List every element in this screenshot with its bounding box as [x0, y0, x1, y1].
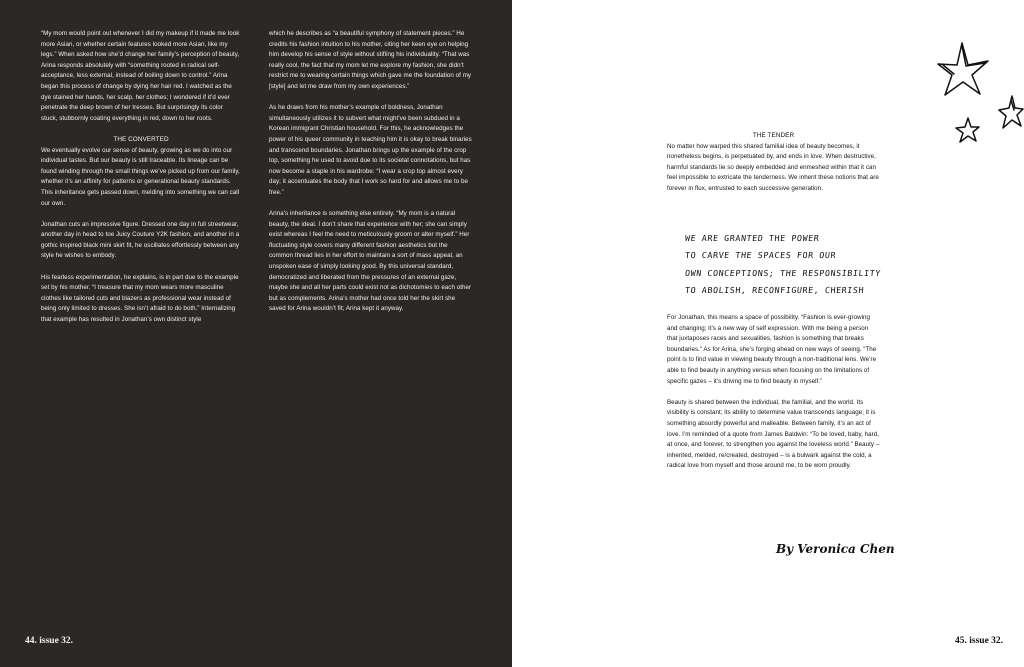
handwritten-line: WE ARE GRANTED THE POWER [684, 233, 820, 243]
paragraph: Beauty is shared between the individual, the familial, and the world. Its visibility is constant; its ability to determine value transcends language; it is something absurdly powerful and malleable. Between family, it’s an act of love. I’m reminded of a quote from James Baldwin: “To be loved, baby, hard, at once, and forever, to strengthen you against the loveless world.” Beauty – inherited, melded, re/created, destroyed – is a bulwark against the cold, a radical love from myself and those around me, to be worn proudly. [667, 398, 880, 470]
star-doodle-icon [938, 43, 988, 95]
handwritten-line: TO ABOLISH, RECONFIGURE, CHERISH [684, 285, 865, 296]
paragraph: For Jonathan, this means a space of possibility. “Fashion is ever-growing and changing; it’s a new way of self expression. With me being a person that juxtaposes races and sexualities, fashion is something that breaks boundaries.” As for Arina, she’s forging ahead on new ways of seeing. “The point is to find value in viewing beauty through a non-traditional lens. We’re able to find beauty in anything versus when focusing on the limitations of specific gazes – it’s driving me to find beauty in myself.” [667, 314, 877, 385]
paragraph: No matter how warped this shared familial idea of beauty becomes, it nonetheless begins, is perpetuated by, and ends in love. When destructive, harmful standards lie so deeply embedded and enmeshed within that it can feel impossible to extricate the tenderness. We inherit these notions that are forever in flux, entrusted to each successive generation. [667, 142, 879, 192]
author-byline: By Veronica Chen [776, 542, 895, 556]
handwritten-line: TO CARVE THE SPACES FOR OUR [684, 250, 837, 261]
paragraph: As he draws from his mother’s example of boldness, Jonathan simultaneously utilizes it to subvert what might’ve been subdued in a Korean immigrant Christian household. For this, he acknowledges the power of his queer community in teaching him it is okay to break binaries and transcend boundaries. Jonathan brings up the example of the crop top, something he used to avoid due to its societal connotations, but has now become a staple in his wardrobe: “I wear a crop top almost every day; it accentuates the body that I work so hard for and allows me to be free.” [269, 104, 472, 196]
left-column-1 [41, 29, 241, 336]
page-number-left: 44. issue 32. [25, 636, 74, 646]
right-column-intro [667, 131, 880, 205]
section-heading-converted: THE CONVERTED [113, 135, 169, 143]
star-doodle-icon [956, 118, 979, 142]
star-doodle-icon [999, 96, 1023, 128]
right-column-body [667, 313, 880, 483]
paragraph: Jonathan cuts an impressive figure. Dressed one day in full streetwear, another day in head to toe Juicy Couture Y2K fashion, and another in a gothic inspired black mini skirt fit, he oscillates effortlessly between any style he wishes to embody. [41, 220, 240, 260]
star-doodles [930, 38, 1024, 153]
handwritten-quote [685, 230, 900, 300]
page-number-right: 45. issue 32. [955, 636, 1004, 646]
paragraph: which he describes as “a beautiful symphony of statement pieces.” He credits his fashion intuition to his mother, citing her keen eye on helping him develop his sense of style without stifling his individuality. “That was really cool, the fact that my mom let me explore my fashion, she didn’t restrict me to wearing certain things which gave me the foundation of my [style] and let me draw from my own experiences.” [269, 30, 472, 90]
left-column-2 [269, 29, 472, 326]
section-heading-tender: THE TENDER [752, 132, 795, 139]
paragraph: Arina’s inheritance is something else entirely. “My mom is a natural beauty, the ideal. I don’t share that experience with her; she can simply exist whereas I feel the need to meticulously groom or alter myself.” Her fluctuating style covers many different fashion aesthetics but the common thread lies in her effort to maintain a sort of mass appeal, an unspoken ease of simply looking good. By this universal standard, democratized and liberated from the pressures of an external gaze, maybe she and all her parts could exist not as dichotomies to each other but as complements. Arina’s mother had once told her the skirt she saved for Arina wouldn’t fit; Arina kept it anyway. [269, 210, 472, 313]
paragraph: His fearless experimentation, he explains, is in part due to the example set by his mother. “I treasure that my mom wears more masculine clothes like tailored cuts and blazers as professional wear instead of being only limited to dresses. She isn’t afraid to do both.” Internalizing that example has resulted in Jonathan’s own distinct style [41, 273, 239, 324]
paragraph: We eventually evolve our sense of beauty, growing as we do into our individual tastes. But our beauty is still traceable. Its lineage can be found winding through the small things we’ve picked up from our family, whether it’s an affinity for patterns or generational beauty standards. This inheritance gets passed down, melding into something we can call our own. [41, 146, 240, 207]
handwritten-line: OWN CONCEPTIONS; THE RESPONSIBILITY [684, 267, 882, 278]
paragraph: “My mom would point out whenever I did my makeup if it made me look more Asian, or whether certain features looked more Asian, like my legs.” When asked how she’d change her family’s perception of beauty, Arina responds absolutely with “something rooted in radical self-acceptance, less external, instead of boiling down to control.” Arina began this process of change by dying her hair red. I watched as the dye stained her hands, her scalp, her clothes; I wondered if it’d ever penetrate the deep brown of her tresses. But surprisingly its color stuck, stubbornly coating everything in red, down to her roots. [41, 30, 240, 122]
